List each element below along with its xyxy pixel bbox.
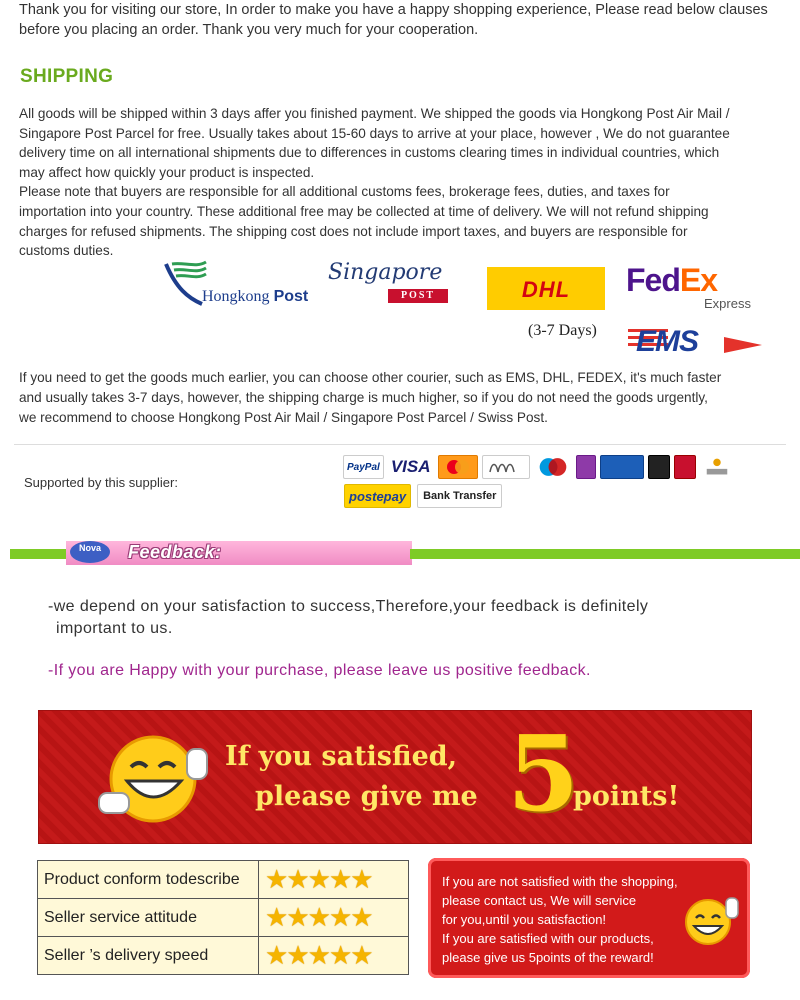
star-icon: ★ xyxy=(286,940,308,970)
ems-text: EMS xyxy=(636,325,699,358)
intro-line: Thank you for visiting our store, In order to make you have a happy shopping experience, Please read below clauses xyxy=(19,2,768,18)
shipping-line: Singapore Post Parcel for free. Usually takes about 15-60 days to arrive at your place, however , We do not guarantee xyxy=(19,125,730,141)
rating-stars xyxy=(259,861,409,899)
star-icon: ★ xyxy=(350,864,372,894)
delivery-days: (3-7 Days) xyxy=(528,322,597,339)
hongkong-post-logo xyxy=(162,258,322,310)
star-icon: ★ xyxy=(265,864,287,894)
notice-line: If you are not satisfied with the shopping, xyxy=(442,874,678,889)
intro-text xyxy=(19,0,789,40)
star-icon: ★ xyxy=(307,864,329,894)
singapore-post-badge: POST xyxy=(388,289,448,303)
banner-pink xyxy=(66,541,412,565)
satisfaction-notice xyxy=(428,858,750,978)
shipping-line: All goods will be shipped within 3 days affer you finished payment. We shipped the goods via Hongkong Post Air Mail / xyxy=(19,106,730,121)
rating-stars xyxy=(259,899,409,937)
feedback-title: Feedback: xyxy=(128,542,222,562)
rating-label: Seller ’s delivery speed xyxy=(38,937,259,975)
ems-logo xyxy=(628,323,778,361)
shipping-heading: SHIPPING xyxy=(20,66,114,87)
maestro-icon xyxy=(534,455,572,479)
payment-logos-row xyxy=(343,454,734,480)
ems-arrow-icon xyxy=(724,337,762,353)
rating-label: Product conform todescribe xyxy=(38,861,259,899)
hongkong-word: Hongkong xyxy=(202,288,270,305)
thumbs-up-smiley-icon xyxy=(678,888,742,952)
dhl-logo xyxy=(487,267,605,310)
paypal-logo: PayPal xyxy=(343,455,384,479)
star-icon: ★ xyxy=(350,902,372,932)
dhl-text: DHL xyxy=(521,277,571,302)
divider xyxy=(14,444,786,445)
shipping-line: Please note that buyers are responsible for all additional customs fees, brokerage fees, duties, and taxes for xyxy=(19,184,670,200)
table-row xyxy=(38,937,409,975)
intro-line: before you placing an order. Thank you very much for your cooperation. xyxy=(19,22,479,38)
courier-line: and usually takes 3-7 days, however, the shipping charge is much higher, so if you do not need the goods urgently, xyxy=(19,390,708,405)
shipping-line: delivery time on all international shipments due to differences in customs clearing times in individual countries, which xyxy=(19,145,720,161)
rating-label: Seller service attitude xyxy=(38,899,259,937)
bank-transfer-logo: Bank Transfer xyxy=(417,484,502,508)
star-icon: ★ xyxy=(265,940,287,970)
five-points-banner xyxy=(38,710,752,844)
notice-line: If you are satisfied with our products, xyxy=(442,931,654,946)
moneybookers-icon xyxy=(482,455,530,479)
feedback-text xyxy=(48,596,768,640)
notice-line: for you,until you satisfaction! xyxy=(442,912,607,927)
banner-line-2: please give me xyxy=(255,781,478,812)
singapore-script: Singapore xyxy=(328,260,443,285)
cartasi-icon xyxy=(700,455,734,479)
notice-line: please give us 5points of the reward! xyxy=(442,950,654,965)
fedex-logo xyxy=(626,262,776,314)
star-icon: ★ xyxy=(265,902,287,932)
table-row xyxy=(38,861,409,899)
courier-line: If you need to get the goods much earlier, you can choose other courier, such as EMS, DHL, FEDEX, it's much faster xyxy=(19,370,722,385)
thumbs-up-smiley-icon xyxy=(95,719,213,837)
banner-five: 5 xyxy=(507,712,580,835)
banner-stripe xyxy=(410,549,800,559)
shipping-line: may affect how quickly your product is inspected. xyxy=(19,164,315,180)
banner-line-1: If you satisfied, xyxy=(225,741,458,772)
shipping-line: customs duties. xyxy=(19,243,114,259)
rating-table xyxy=(37,860,409,975)
star-icon: ★ xyxy=(350,940,372,970)
shipping-line: importation into your country. These additional free may be collected at time of delivery. We will not refund shipping xyxy=(19,203,709,219)
fedex-ex: Ex xyxy=(679,262,718,298)
shipping-body xyxy=(19,104,789,261)
feedback-banner xyxy=(10,541,800,565)
feedback-happy-text: -If you are Happy with your purchase, please leave us positive feedback. xyxy=(48,662,591,679)
table-row xyxy=(38,899,409,937)
feedback-line: -we depend on your satisfaction to success,Therefore,your feedback is definitely xyxy=(48,598,649,615)
star-icon: ★ xyxy=(328,940,351,970)
fedex-express: Express xyxy=(704,296,751,311)
payment-logos-row-2 xyxy=(344,484,502,508)
star-icon: ★ xyxy=(307,940,329,970)
supplier-label: Supported by this supplier: xyxy=(24,475,178,490)
card-icon xyxy=(648,455,670,479)
visa-logo: VISA xyxy=(388,455,434,479)
star-icon: ★ xyxy=(307,902,329,932)
singapore-post-logo xyxy=(322,258,470,308)
bank-card-icon xyxy=(576,455,596,479)
notice-text xyxy=(442,872,692,967)
fedex-fed: Fed xyxy=(626,262,680,298)
star-icon: ★ xyxy=(286,902,308,932)
banner-stripe xyxy=(10,549,70,559)
star-icon: ★ xyxy=(286,864,308,894)
card-icon xyxy=(674,455,696,479)
star-icon: ★ xyxy=(328,902,351,932)
banner-points: points! xyxy=(573,781,680,812)
bleue-card-icon xyxy=(600,455,644,479)
shipping-line: charges for refused shipments. The shipping cost does not include import taxes, and buyers are responsible for xyxy=(19,223,688,239)
feedback-line: important to us. xyxy=(56,620,173,637)
postepay-logo: postepay xyxy=(344,484,411,508)
star-icon: ★ xyxy=(328,864,351,894)
rating-stars xyxy=(259,937,409,975)
courier-info xyxy=(19,368,789,428)
courier-line: we recommend to choose Hongkong Post Air Mail / Singapore Post Parcel / Swiss Post. xyxy=(19,410,548,425)
post-word: Post xyxy=(273,288,309,305)
mastercard-icon xyxy=(438,455,478,479)
nova-badge: Nova xyxy=(70,541,110,563)
notice-line: please contact us, We will service xyxy=(442,893,637,908)
